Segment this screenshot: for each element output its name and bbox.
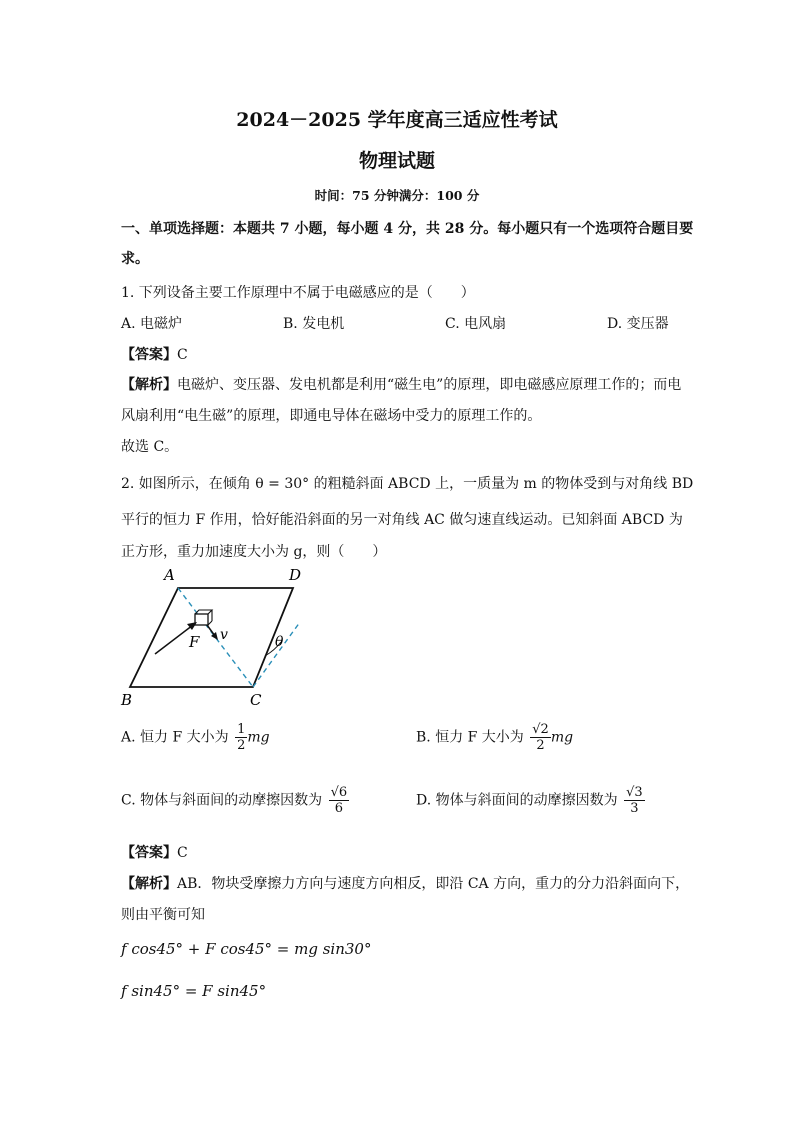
- q1-conclusion: 故选 C。: [121, 439, 179, 455]
- option-a-text: A. 恒力 F 大小为: [121, 729, 229, 746]
- option-c-fraction: $\frac{√6}{6}$: [330, 785, 348, 816]
- analysis-text: AB．物块受摩擦力方向与速度方向相反，即沿 CA 方向，重力的分力沿斜面向下，: [177, 876, 690, 892]
- equation-2: f sin45° = F sin45°: [121, 982, 267, 1000]
- answer-value: C: [177, 347, 188, 363]
- option-d-fraction: $\frac{√3}{3}$: [626, 785, 643, 816]
- option-a-fraction: $\frac{1}{2}$: [237, 722, 246, 753]
- label-theta: θ: [275, 634, 284, 650]
- q1-option-d: D. 变压器: [607, 316, 669, 332]
- analysis-tag: 【解析】: [121, 876, 177, 892]
- exam-info: 时间：75 分钟满分：100 分: [314, 188, 480, 203]
- answer-tag: 【答案】: [121, 845, 177, 861]
- section-heading-line1: 一、单项选择题：本题共 7 小题，每小题 4 分，共 28 分。每小题只有一个选项符合题目要: [121, 221, 694, 237]
- q1-option-a: A. 电磁炉: [121, 316, 183, 332]
- q1-analysis-line1: [121, 374, 681, 394]
- q1-stem: 1. 下列设备主要工作原理中不属于电磁感应的是（ ）: [121, 285, 475, 301]
- section-heading-line2: 求。: [121, 251, 149, 267]
- option-a-unit: mg: [247, 729, 270, 746]
- label-v: v: [220, 627, 228, 643]
- q2-analysis-line1: [121, 873, 689, 893]
- q2-answer: [121, 842, 188, 862]
- analysis-text: 电磁炉、变压器、发电机都是利用“磁生电”的原理，即电磁感应原理工作的；而电: [177, 377, 682, 393]
- incline-figure: [115, 562, 315, 712]
- answer-value: C: [177, 845, 188, 861]
- incline-square: [130, 588, 293, 687]
- option-b-unit: mg: [550, 729, 574, 746]
- answer-tag: 【答案】: [121, 347, 177, 363]
- subject-title: 物理试题: [358, 150, 435, 172]
- equation-1: f cos45° + F cos45° = mg sin30°: [121, 940, 372, 958]
- label-f: F: [189, 633, 200, 651]
- option-b-text: B. 恒力 F 大小为: [416, 729, 524, 746]
- q1-analysis-line2: 风扇利用“电生磁”的原理，即通电导体在磁场中受力的原理工作的。: [121, 408, 542, 424]
- q2-option-c: [121, 785, 349, 816]
- label-c: C: [250, 691, 262, 709]
- q1-option-c: C. 电风扇: [445, 316, 507, 332]
- option-d-text: D. 物体与斜面间的动摩擦因数为: [416, 792, 618, 809]
- label-b: B: [121, 691, 133, 709]
- q2-analysis-line2: 则由平衡可知: [121, 907, 205, 923]
- force-arrow: [155, 625, 193, 654]
- horizontal-guide: [253, 622, 300, 687]
- q1-answer: [121, 344, 188, 364]
- q2-option-a: [121, 722, 270, 753]
- block-icon: [195, 610, 212, 625]
- q2-stem-line1: 2. 如图所示，在倾角 θ = 30° 的粗糙斜面 ABCD 上，一质量为 m 的物体受到与对角线 BD: [121, 476, 694, 492]
- exam-title: 2024－2025 学年度高三适应性考试: [236, 109, 558, 131]
- q2-stem-line2: 平行的恒力 F 作用，恰好能沿斜面的另一对角线 AC 做匀速直线运动。已知斜面 ABCD 为: [121, 512, 683, 528]
- option-b-fraction: $\frac{√2}{2}$: [532, 722, 549, 753]
- q1-option-b: B. 发电机: [283, 316, 345, 332]
- q2-option-b: [416, 722, 573, 753]
- analysis-tag: 【解析】: [121, 377, 177, 393]
- option-c-text: C. 物体与斜面间的动摩擦因数为: [121, 792, 323, 809]
- label-a: A: [164, 566, 175, 584]
- label-d: D: [289, 566, 302, 584]
- q2-option-d: [416, 785, 645, 816]
- q2-stem-line3: 正方形，重力加速度大小为 g，则（ ）: [121, 544, 387, 560]
